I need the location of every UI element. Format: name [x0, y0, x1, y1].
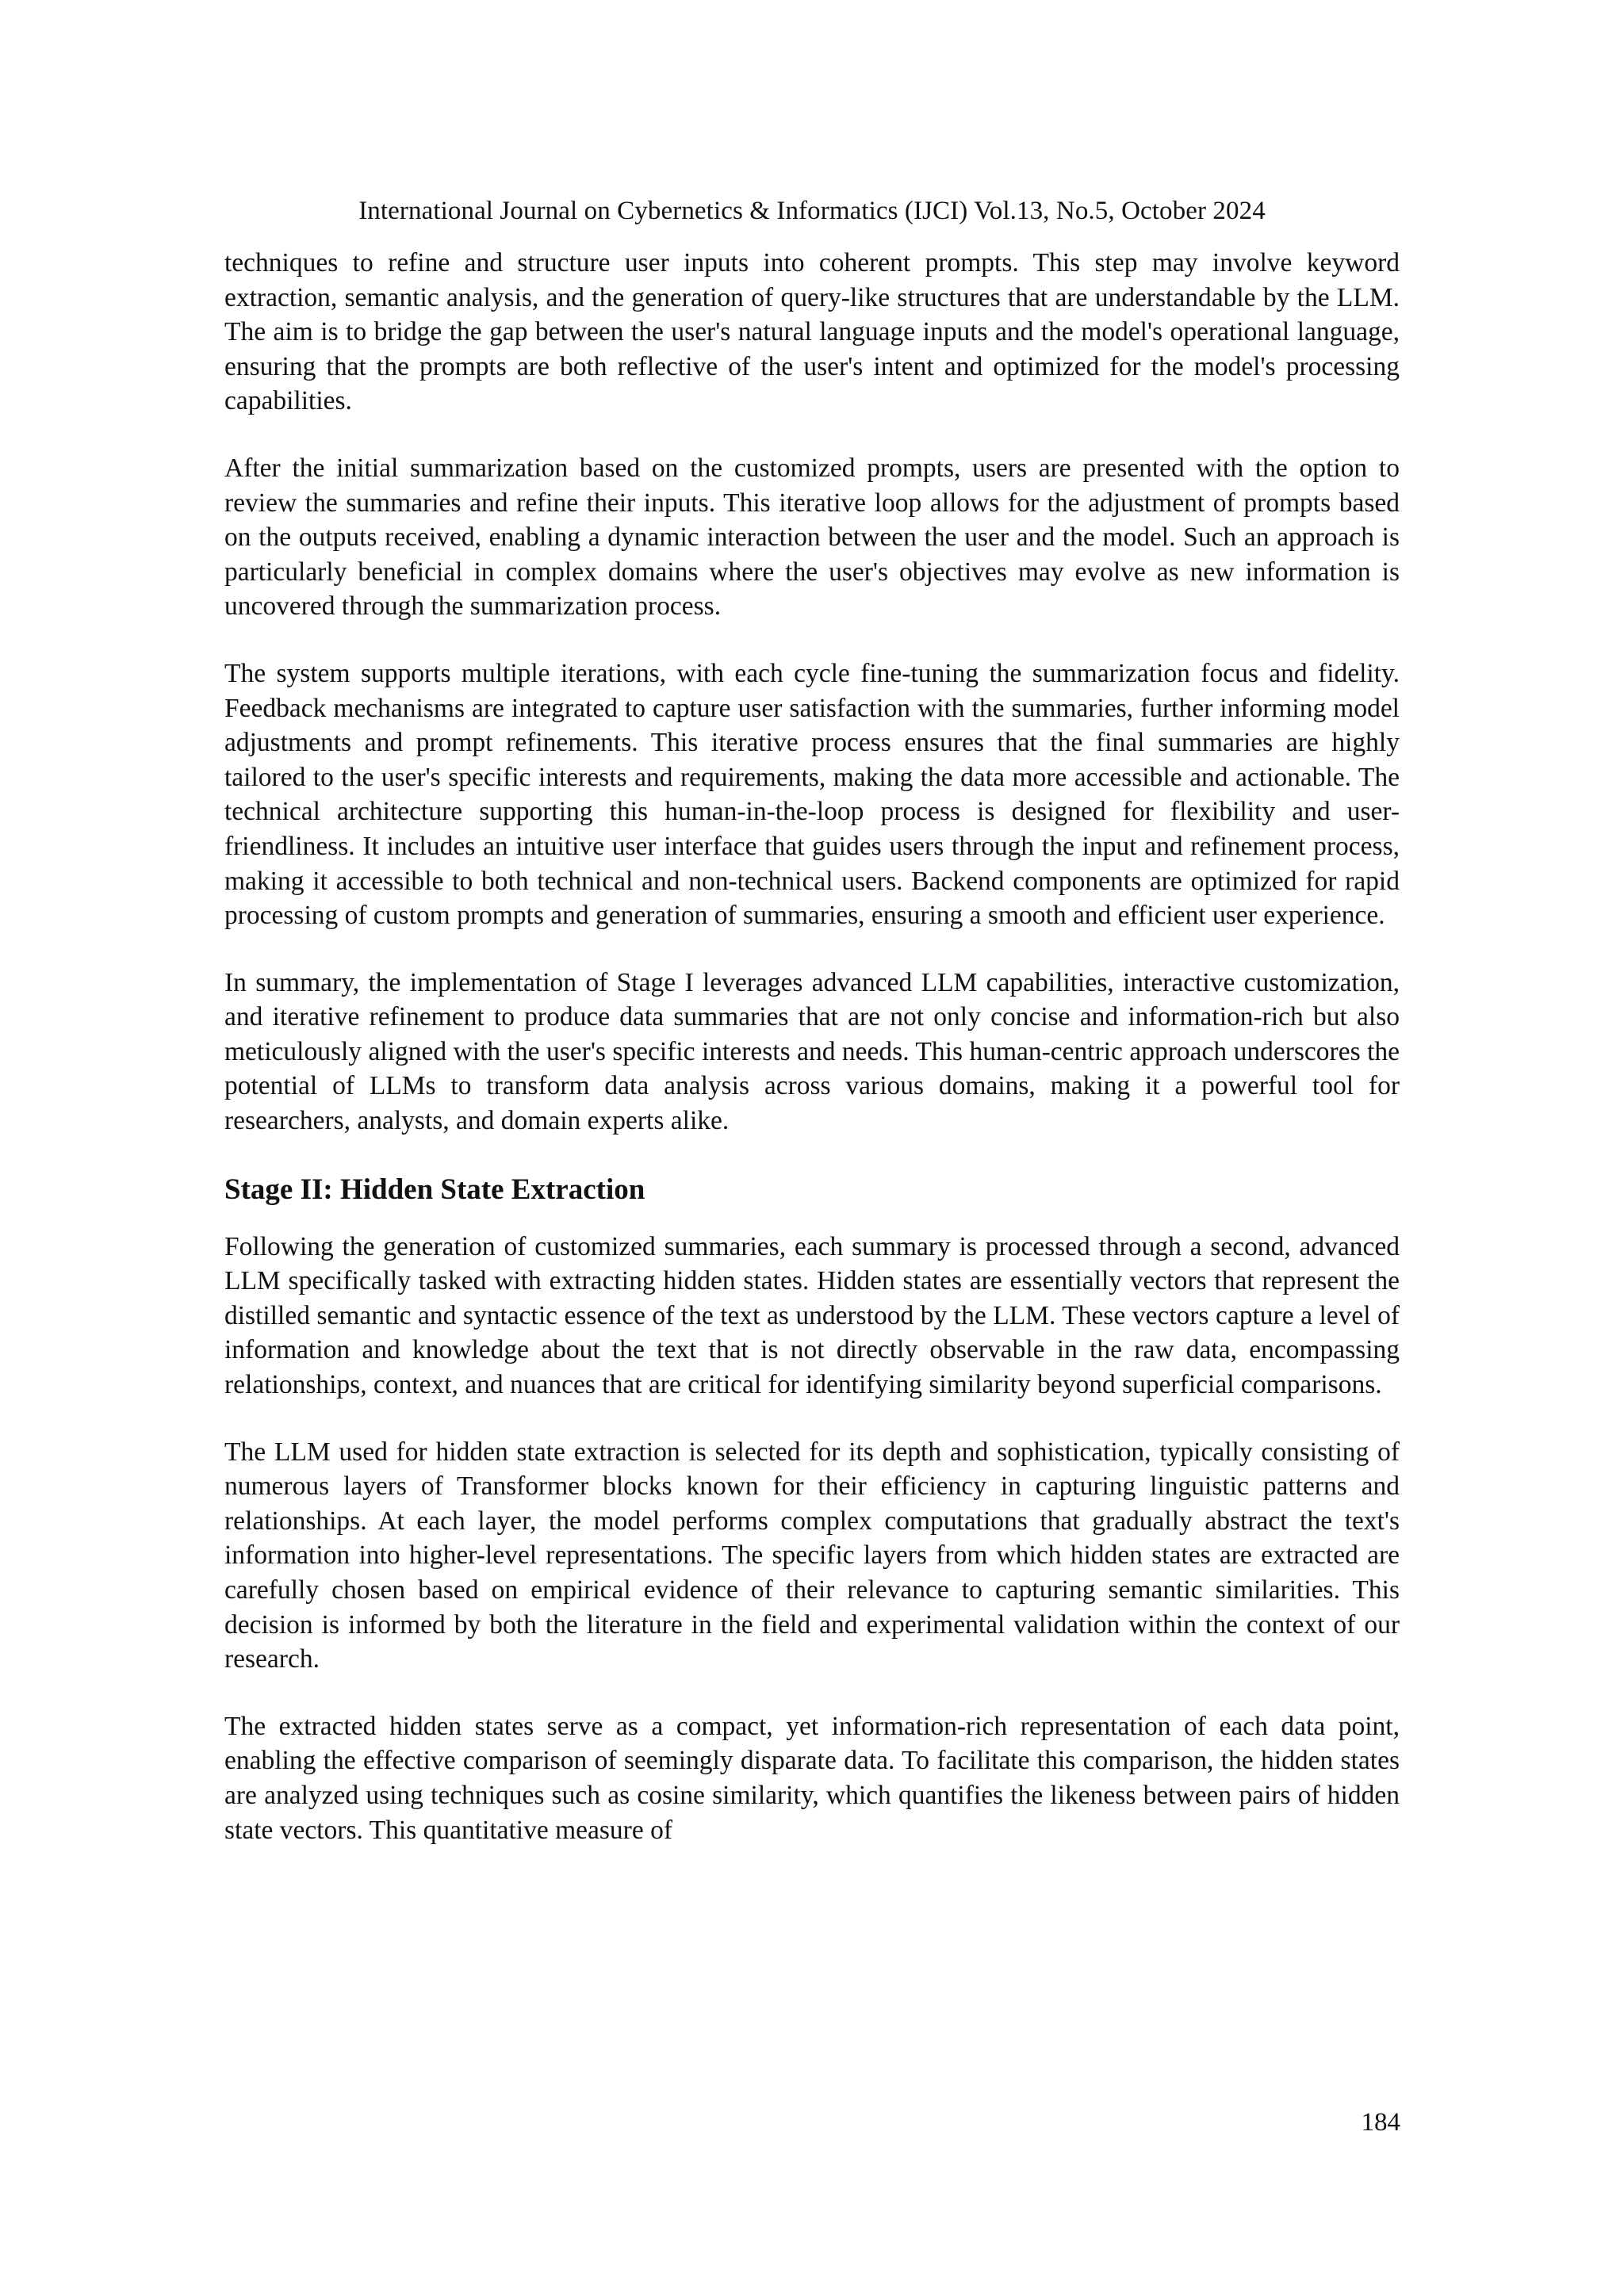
- running-header: International Journal on Cybernetics & Informatics (IJCI) Vol.13, No.5, October 2024: [358, 197, 1266, 225]
- paragraph: In summary, the implementation of Stage I leverages advanced LLM capabilities, interactive customization, and iterative refinement to produce data summaries that are not only concise and information-rich but also meticulously aligned with the user's specific interests and needs. This human-centric approach underscores the potential of LLMs to transform data analysis across various domains, making it a powerful tool for researchers, analysts, and domain experts alike.: [224, 967, 1400, 1136]
- paragraph: techniques to refine and structure user inputs into coherent prompts. This step may involve keyword extraction, semantic analysis, and the generation of query-like structures that are understandable by the LLM. The aim is to bridge the gap between the user's natural language inputs and the model's operational language, ensuring that the prompts are both reflective of the user's intent and optimized for the model's processing capabilities.: [224, 248, 1400, 416]
- section-heading: Stage II: Hidden State Extraction: [224, 1173, 645, 1206]
- paragraph: After the initial summarization based on the customized prompts, users are presented with the option to review the summaries and refine their inputs. This iterative loop allows for the adjustment of prompts based on the outputs received, enabling a dynamic interaction between the user and the model. Such an approach is particularly beneficial in complex domains where the user's objectives may evolve as new information is uncovered through the summarization process.: [224, 453, 1400, 622]
- paragraph: The system supports multiple iterations, with each cycle fine-tuning the summarization focus and fidelity. Feedback mechanisms are integrated to capture user satisfaction with the summaries, further informing model adjustments and prompt refinements. This iterative process ensures that the final summaries are highly tailored to the user's specific interests and requirements, making the data more accessible and actionable. The technical architecture supporting this human-in-the-loop process is designed for flexibility and user-friendliness. It includes an intuitive user interface that guides users through the input and refinement process, making it accessible to both technical and non-technical users. Backend components are optimized for rapid processing of custom prompts and generation of summaries, ensuring a smooth and efficient user experience.: [224, 658, 1400, 931]
- paragraph: The extracted hidden states serve as a compact, yet information-rich representation of each data point, enabling the effective comparison of seemingly disparate data. To facilitate this comparison, the hidden states are analyzed using techniques such as cosine similarity, which quantifies the likeness between pairs of hidden state vectors. This quantitative measure of: [224, 1711, 1400, 1845]
- paragraph: The LLM used for hidden state extraction is selected for its depth and sophistication, typically consisting of numerous layers of Transformer blocks known for their efficiency in capturing linguistic patterns and relationships. At each layer, the model performs complex computations that gradually abstract the text's information into higher-level representations. The specific layers from which hidden states are extracted are carefully chosen based on empirical evidence of their relevance to capturing semantic similarities. This decision is informed by both the literature in the field and experimental validation within the context of our research.: [224, 1437, 1400, 1674]
- page-number: 184: [1361, 2108, 1400, 2137]
- body-text: [224, 246, 1400, 1880]
- paragraph: Following the generation of customized summaries, each summary is processed through a second, advanced LLM specifically tasked with extracting hidden states. Hidden states are essentially vectors that represent the distilled semantic and syntactic essence of the text as understood by the LLM. These vectors capture a level of information and knowledge about the text that is not directly observable in the raw data, encompassing relationships, context, and nuances that are critical for identifying similarity beyond superficial comparisons.: [224, 1231, 1400, 1400]
